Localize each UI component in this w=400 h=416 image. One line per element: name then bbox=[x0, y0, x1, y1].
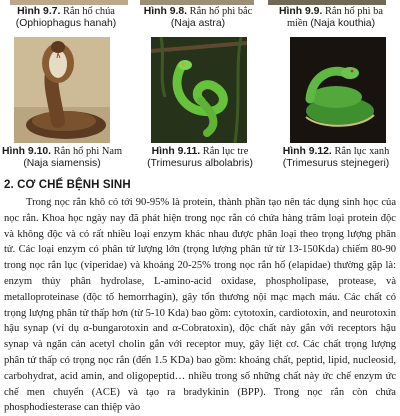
figure-name: Rắn hổ phì bắc bbox=[189, 6, 253, 17]
figure-9-9-photo-strip bbox=[268, 0, 386, 5]
figure-9-11-photo bbox=[151, 37, 247, 143]
figure-9-12-photo bbox=[290, 37, 386, 143]
figure-number: Hình 9.10. bbox=[1, 146, 52, 157]
green-viper-illustration bbox=[151, 37, 247, 143]
green-pit-viper-illustration bbox=[290, 37, 386, 143]
figure-9-7-photo-strip bbox=[10, 0, 128, 5]
figure-name: Rắn lục tre bbox=[202, 146, 249, 157]
figure-9-12-caption bbox=[272, 146, 400, 170]
figure-latin-name: (Trimesurus stejnegeri) bbox=[282, 158, 390, 169]
figure-number: Hình 9.7. bbox=[17, 6, 61, 17]
figure-number: Hình 9.12. bbox=[282, 146, 332, 157]
cobra-illustration bbox=[14, 37, 110, 143]
figure-9-10-caption bbox=[0, 146, 124, 170]
figure-9-8-caption bbox=[132, 6, 264, 30]
figure-latin-name: (Ophiophagus hanah) bbox=[15, 18, 117, 29]
figure-9-8-photo-strip bbox=[140, 0, 254, 5]
figure-name: Rắn hổ phì Nam bbox=[53, 146, 123, 157]
figure-name-continued: miền bbox=[286, 18, 308, 29]
figure-latin-name: (Trimesurus albolabris) bbox=[147, 158, 253, 169]
figure-number: Hình 9.8. bbox=[143, 6, 188, 17]
body-text bbox=[4, 195, 396, 416]
figure-name: Rắn lục xanh bbox=[334, 146, 390, 157]
figure-9-10-photo bbox=[14, 37, 110, 143]
figure-9-7-caption bbox=[0, 6, 132, 30]
figure-latin-name: (Naja siamensis) bbox=[23, 158, 101, 169]
figure-name: Rắn hổ phì ba bbox=[324, 6, 383, 17]
figure-latin-name: (Naja kouthia) bbox=[310, 18, 376, 29]
figure-9-9-caption bbox=[262, 6, 400, 30]
figure-9-11-caption bbox=[134, 146, 266, 170]
figure-number: Hình 9.11. bbox=[151, 146, 201, 157]
paragraph: Trong nọc rắn khô có tới 90-95% là protein, thành phần tạo nên tác dụng sinh học của nọc rắn. Khoa học ngày nay đã phát hiện trong nọc rắn có chứa hàng trăm loại protein độc và không độc và có rất nhiều loại enzym khác nhau được phân loại theo trọng lượng phân tử. Các loại enzym có phân tử lượng lớn (trọng lượng phân tử từ 13-150Kda) chiếm 80-90 trong nọc rắn lục (viperidae) và khoảng 20-25% trong nọc rắn hổ (elapidae) thường gặp là: enzym thủy phân hydrolase, L-amino-acid oxidase, phospholipase, protease, và metalloproteinase (độc tố hemorrhagin), gây tổn thương nội mạc mạch máu. Các chất có trọng lượng phân tử thấp hơn (từ 5-10 Kda) bao gồm: cytotoxin, cardiotoxin, and neurotoxin hậu synap (ví dụ α-bungarotoxin and α-Cobratoxin), độc chất này gắn với receptors hậu synap và ngăn cản acetyl cholin gắn với receptor muy, gây liệt cơ. Các chất trọng lượng phân tử thấp có trọng nọc rắn (đến 1.5 KDa) bao gồm: khoáng chất, peptid, lipid, nucleosid, carbohydrat, acid amin, and oligopeptid… nhiều trong số những chất này ức chế enzym ức chế men chuyển (ACE) và tạo ra bradykinin (BPP). Trong nọc rắn còn chứa phosphodiesterase can thiệp vào bbox=[4, 197, 396, 414]
figure-latin-name: (Naja astra) bbox=[170, 18, 226, 29]
figure-number: Hình 9.9. bbox=[279, 6, 323, 17]
section-heading: 2. CƠ CHẾ BỆNH SINH bbox=[4, 179, 131, 191]
figure-name: Rắn hổ chúa bbox=[62, 6, 115, 17]
